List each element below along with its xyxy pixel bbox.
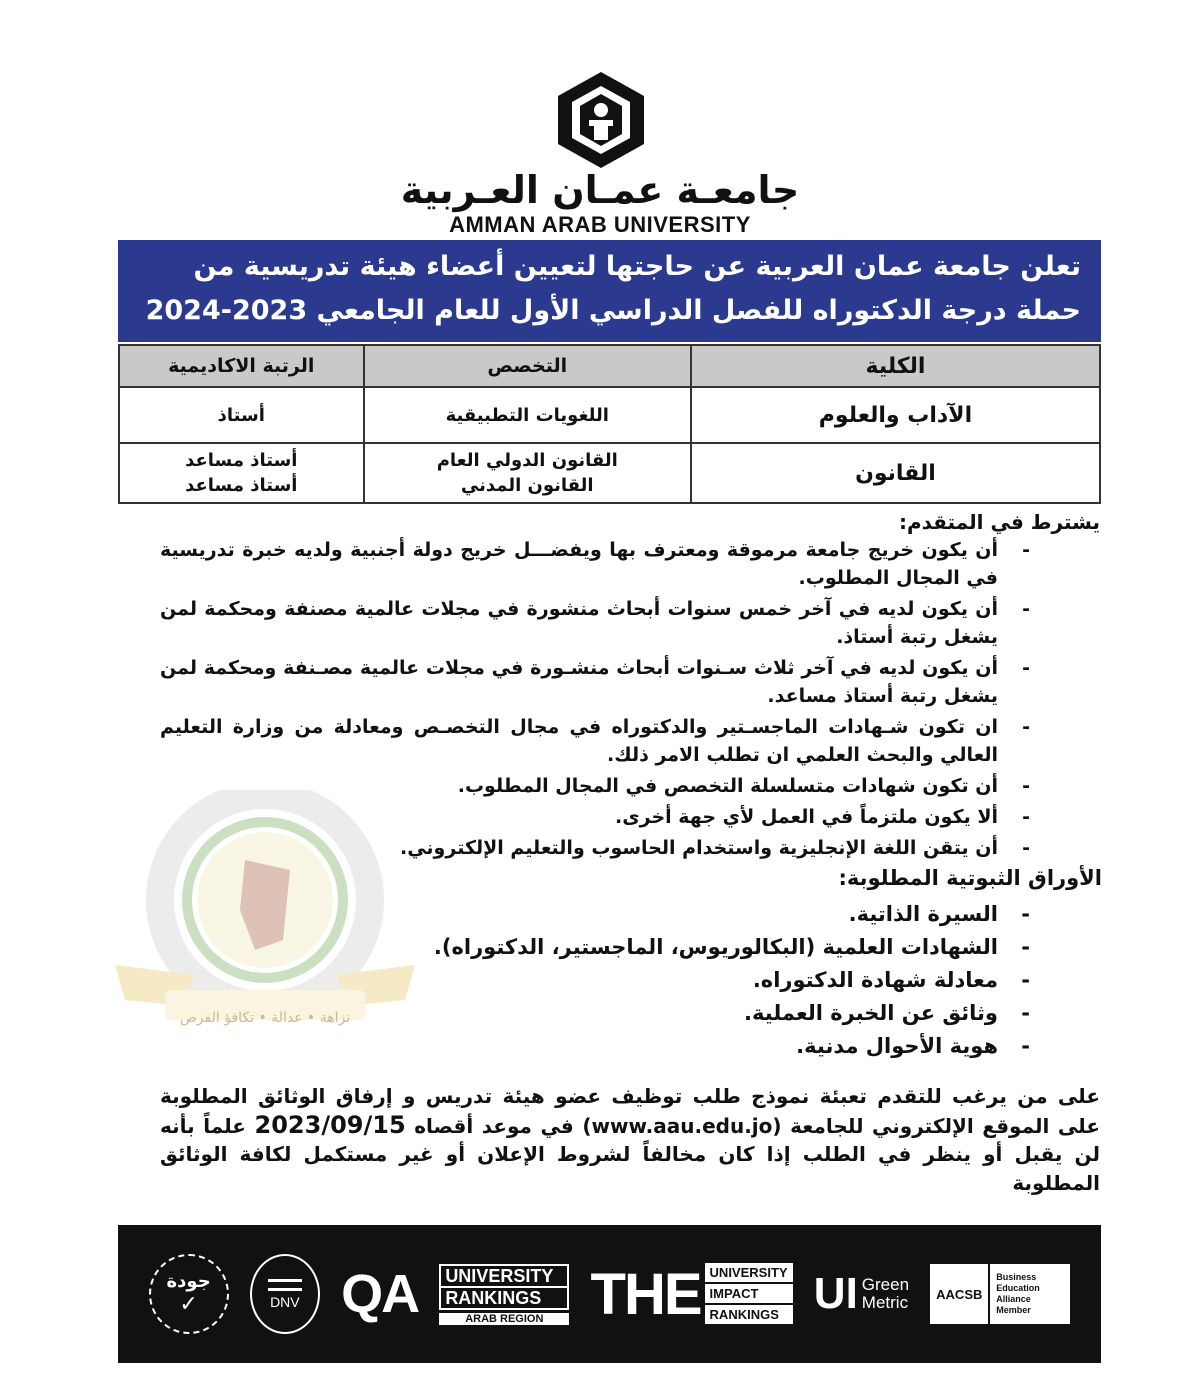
header-rank: الرتبة الاكاديمية xyxy=(119,345,364,387)
cell-specialization xyxy=(364,443,691,503)
deadline-date: 2023/09/15 xyxy=(254,1110,406,1139)
banner-line-1: تعلن جامعة عمان العربية عن حاجتها لتعيين أعضاء هيئة تدريسية من xyxy=(193,251,1081,282)
qs-rankings-badge-icon: UNIVERSITY RANKINGS ARAB REGION xyxy=(439,1264,569,1325)
closing-text-1: على من يرغب للتقدم تعبئة نموذج طلب توظيف عضو هيئة تدريس و إرفاق الوثائق المطلوبة على الموقع الإلكتروني للجامعة xyxy=(160,1084,1100,1138)
list-item: - أن يكون لديه في آخر ثلاث سـنوات أبحاث منشـورة في مجلات عالمية مصـنفة ومحكمة لمن يشغل رتبة أستاذ مساعد. xyxy=(160,657,1030,707)
watermark-caption: نزاهة • عدالة • تكافؤ الفرص xyxy=(179,1010,351,1026)
closing-paragraph xyxy=(160,1082,1100,1197)
table-header-row xyxy=(119,345,1100,387)
list-item: - هوية الأحوال مدنية. xyxy=(796,1034,1030,1058)
specialization-line: القانون المدني xyxy=(460,475,594,496)
list-item: - أن تكون شهادات متسلسلة التخصص في المجال المطلوب. xyxy=(457,775,1030,797)
header-faculty: الكلية xyxy=(691,345,1100,387)
the-impact-rankings-badge-icon: THE UNIVERSITY IMPACT RANKINGS xyxy=(591,1261,793,1328)
list-item: - السيرة الذاتية. xyxy=(848,902,1030,926)
rank-line: أستاذ مساعد xyxy=(185,450,298,471)
list-item: - وثائق عن الخبرة العملية. xyxy=(744,1001,1030,1025)
cell-rank xyxy=(119,443,364,503)
aacsb-badge-icon: AACSB Business Education Alliance Member xyxy=(930,1264,1070,1324)
list-item: - أن يكون خريج جامعة مرموقة ومعترف بها ويفضـــل خريج دولة أجنبية ولديه خبرة تدريسية في المجال المطلوب. xyxy=(160,539,1030,589)
requirements-list xyxy=(160,536,1030,865)
cell-faculty: القانون xyxy=(691,443,1100,503)
list-item: - أن يتقن اللغة الإنجليزية واستخدام الحاسوب والتعليم الإلكتروني. xyxy=(399,837,1030,859)
accreditation-footer xyxy=(118,1225,1101,1363)
list-item: - ان تكون شـهادات الماجسـتير والدكتوراه في مجال التخصـص ومعادلة من وزارة التعليم العالي والبحث العلمي ان تطلب الامر ذلك. xyxy=(160,716,1030,766)
banner-line-2: حملة درجة الدكتوراه للفصل الدراسي الأول للعام الجامعي 2023-2024 xyxy=(145,295,1081,326)
table-row xyxy=(119,387,1100,443)
list-item: - معادلة شهادة الدكتوراه. xyxy=(752,968,1030,992)
specialization-line: اللغويات التطبيقية xyxy=(445,404,609,426)
cell-rank xyxy=(119,387,364,443)
ui-greenmetric-badge-icon: UI Green Metric xyxy=(813,1269,910,1318)
rank-line: أستاذ xyxy=(217,404,265,426)
header-specialization: التخصص xyxy=(364,345,691,387)
documents-list xyxy=(380,898,1030,1063)
cell-specialization xyxy=(364,387,691,443)
rank-line: أستاذ مساعد xyxy=(185,475,298,496)
list-item: - الشهادات العلمية (البكالوريوس، الماجستير، الدكتوراه). xyxy=(433,935,1030,959)
closing-text-2: في موعد أقصاه xyxy=(414,1113,574,1138)
closing-text-3: علماً بأنه لن يقبل أو ينظر في الطلب إذا كان مخالفاً لشروط الإعلان أو غير مستكمل لكافة الوثائق المطلوبة xyxy=(160,1113,1100,1195)
specialization-line: القانون الدولي العام xyxy=(436,450,618,471)
website-link[interactable]: (www.aau.edu.jo) xyxy=(582,1113,782,1138)
university-logo-icon xyxy=(556,70,646,170)
requirements-title: يشترط في المتقدم: xyxy=(898,510,1100,534)
list-item: - ألا يكون ملتزماً في العمل لأي جهة أخرى. xyxy=(615,806,1030,828)
university-name-arabic: جامعـة عمـان العـربية xyxy=(400,168,800,212)
list-item: - أن يكون لديه في آخر خمس سنوات أبحاث منشورة في مجلات عالمية مصنفة ومحكمة لمن يشغل رتبة أستاذ. xyxy=(160,598,1030,648)
university-name-english: AMMAN ARAB UNIVERSITY xyxy=(449,212,751,237)
positions-table xyxy=(118,344,1101,504)
jawda-badge-icon: جودة ✓ xyxy=(149,1254,229,1334)
qa-badge-icon: QA xyxy=(341,1264,419,1324)
dnv-badge-icon: DNV xyxy=(250,1254,320,1334)
cell-faculty: الآداب والعلوم xyxy=(691,387,1100,443)
documents-title: الأوراق الثبوتية المطلوبة: xyxy=(838,866,1102,890)
announcement-banner xyxy=(118,240,1101,342)
table-row xyxy=(119,443,1100,503)
